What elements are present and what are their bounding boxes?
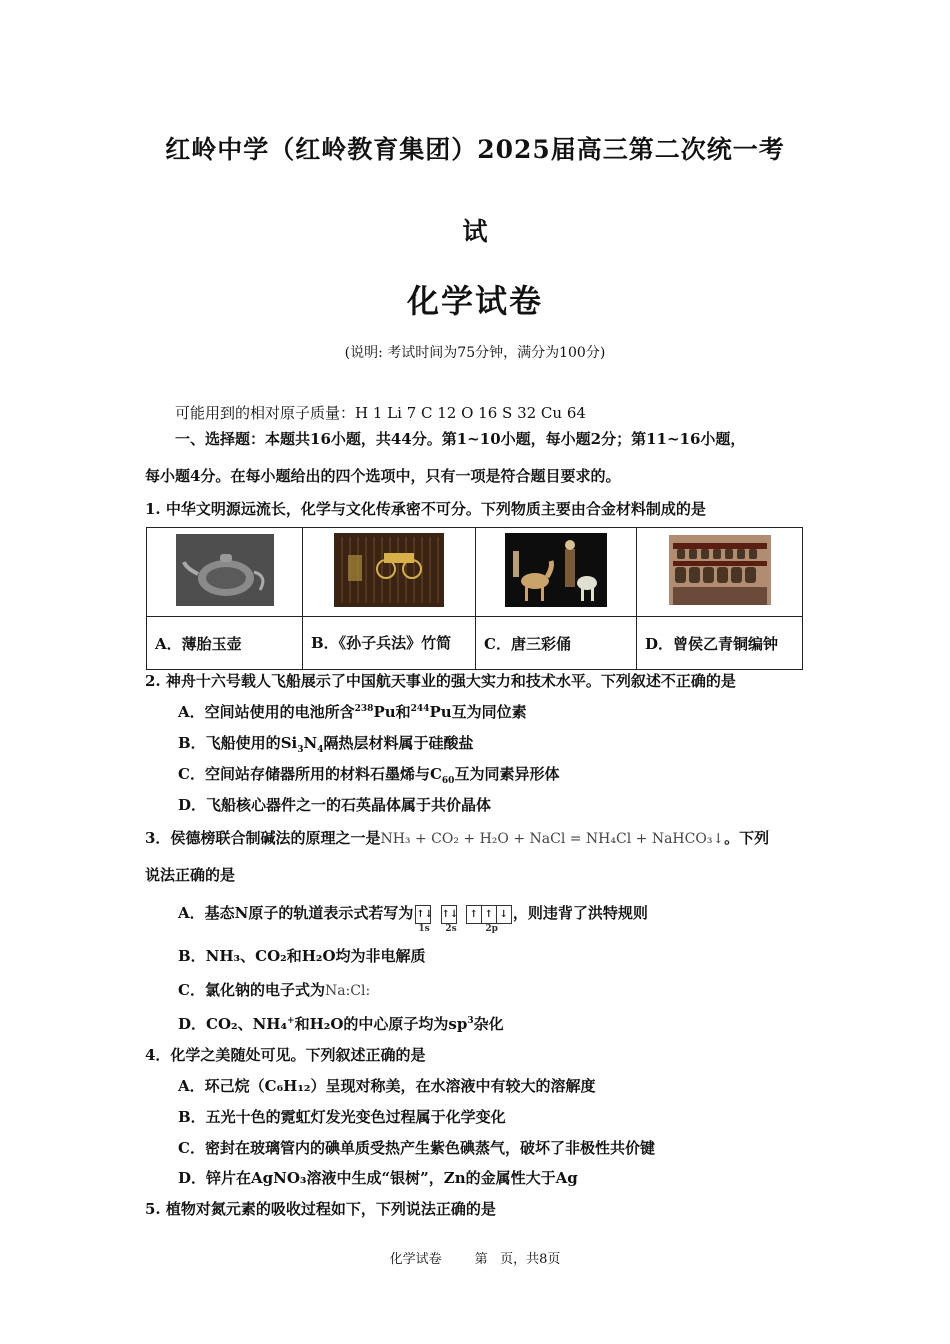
- q3-equation: NH₃ + CO₂ + H₂O + NaCl = NH₄Cl + NaHCO₃↓: [380, 831, 725, 847]
- q1-image-d: [637, 528, 803, 617]
- q1-image-c: [476, 528, 637, 617]
- q3-a-post: ，则违背了洪特规则: [512, 904, 648, 922]
- orbital-2p-2: ↑: [481, 905, 497, 924]
- q2-b-si: Si: [280, 734, 298, 752]
- atomic-masses-text: 可能用到的相对原子质量：H 1 Li 7 C 12 O 16 S 32 Cu 64: [175, 404, 586, 422]
- orbital-diagram: [415, 904, 510, 935]
- q3-stem: [145, 827, 769, 848]
- q1-option-d: [637, 617, 803, 670]
- q1-image-b: [303, 528, 476, 617]
- section1-line1: 一、选择题：本题共16小题，共44分。第1~10小题，每小题2分；第11~16小题，: [175, 430, 746, 448]
- bamboo-slips-image: [334, 533, 444, 607]
- q1-option-c: [476, 617, 637, 670]
- q3-option-d: [178, 1013, 504, 1034]
- q2-b-n: N: [303, 734, 318, 752]
- q3-d-sup2: 3: [467, 1016, 474, 1026]
- q3-d-pre: D．CO₂、NH₄: [178, 1015, 288, 1033]
- q2-a-pre: A．空间站使用的电池所含: [178, 703, 355, 721]
- subject-title: 化学试卷: [406, 282, 543, 320]
- q4-stem: 4．化学之美随处可见。下列叙述正确的是: [145, 1046, 426, 1064]
- orbital-label-2s: 2s: [445, 924, 457, 935]
- tang-sancai-image: [505, 533, 607, 607]
- orbital-2p-1: ↑: [466, 905, 482, 924]
- q3-c-formula: Na:Cl:: [324, 983, 371, 999]
- q3-stem-line2: 说法正确的是: [145, 866, 236, 884]
- orbital-label-2p: 2p: [485, 924, 498, 935]
- q1-option-b: [303, 617, 476, 670]
- q3-option-c: [178, 979, 370, 1000]
- q1-option-c-label: C．唐三彩俑: [484, 634, 571, 653]
- q3-stem-pre: 3．侯德榜联合制碱法的原理之一是: [145, 829, 381, 847]
- bronze-bells-image: [669, 535, 771, 605]
- q2-option-d: D．飞船核心器件之一的石英晶体属于共价晶体: [178, 796, 492, 814]
- q3-stem-post: 。下列: [724, 829, 770, 847]
- q3-a-pre: A．基态N原子的轨道表示式若写为: [178, 904, 414, 922]
- q2-a-iso1: 238: [354, 704, 374, 714]
- orbital-2p-3: ↓: [496, 905, 512, 924]
- exam-note: (说明: 考试时间为75分钟，满分为100分): [344, 345, 606, 361]
- q2-option-c: [178, 763, 559, 786]
- q3-d-post: 杂化: [473, 1015, 504, 1033]
- q2-option-b: [178, 732, 473, 755]
- q2-a-iso2: 244: [410, 704, 430, 714]
- q1-options-table: [146, 527, 803, 670]
- q2-b-sub1: 3: [297, 745, 304, 755]
- page-footer: 化学试卷 第 页，共8页: [389, 1252, 561, 1267]
- q2-c-sub: 60: [441, 776, 455, 786]
- exam-title-line2: 试: [462, 217, 488, 246]
- q2-b-sub2: 4: [317, 745, 324, 755]
- q3-option-b: B．NH₃、CO₂和H₂O均为非电解质: [178, 947, 426, 965]
- q3-d-sup: +: [287, 1016, 295, 1026]
- teapot-image: [176, 534, 274, 606]
- q2-c-pre: C．空间站存储器所用的材料石墨烯与: [178, 765, 430, 783]
- atomic-masses: [175, 402, 586, 423]
- q1-option-d-label: D．曾侯乙青铜编钟: [645, 634, 779, 653]
- q5-stem: 5. 植物对氮元素的吸收过程如下，下列说法正确的是: [145, 1200, 496, 1218]
- q1-stem: 1. 中华文明源远流长，化学与文化传承密不可分。下列物质主要由合金材料制成的是: [145, 500, 706, 518]
- orbital-label-1s: 1s: [418, 924, 430, 935]
- q3-c-pre: C．氯化钠的电子式为: [178, 981, 325, 999]
- q2-a-post: 互为同位素: [451, 703, 527, 721]
- q2-c-c: C: [429, 765, 442, 783]
- q2-c-post: 互为同素异形体: [454, 765, 560, 783]
- exam-title-line1: 红岭中学（红岭教育集团）2025届高三第二次统一考: [165, 135, 785, 164]
- q1-option-a-label: A．薄胎玉壶: [155, 634, 242, 653]
- q2-b-pre: B．飞船使用的: [178, 734, 281, 752]
- q2-a-pu2: Pu: [429, 703, 452, 721]
- q2-option-a: [178, 701, 527, 722]
- q4-option-b: B．五光十色的霓虹灯发光变色过程属于化学变化: [178, 1108, 506, 1126]
- q3-d-mid: 和H₂O的中心原子均为sp: [294, 1015, 468, 1033]
- q2-a-and: 和: [395, 703, 411, 721]
- q2-b-post: 隔热层材料属于硅酸盐: [323, 734, 474, 752]
- q4-option-d: D．锌片在AgNO₃溶液中生成“银树”，Zn的金属性大于Ag: [178, 1169, 578, 1187]
- q3-option-a: [178, 902, 648, 935]
- q1-option-b-label: B．《孙子兵法》竹简: [311, 633, 452, 652]
- orbital-2s: ↑↓: [441, 905, 457, 924]
- orbital-1s: ↑↓: [415, 905, 431, 924]
- q4-option-a: A．环己烷（C₆H₁₂）呈现对称美，在水溶液中有较大的溶解度: [178, 1077, 596, 1095]
- q2-a-pu1: Pu: [373, 703, 396, 721]
- q1-image-a: [147, 528, 303, 617]
- q4-option-c: C．密封在玻璃管内的碘单质受热产生紫色碘蒸气，破坏了非极性共价键: [178, 1139, 655, 1157]
- q1-option-a: [147, 617, 303, 670]
- section1-line2: 每小题4分。在每小题给出的四个选项中，只有一项是符合题目要求的。: [145, 467, 621, 485]
- q2-stem: 2. 神舟十六号载人飞船展示了中国航天事业的强大实力和技术水平。下列叙述不正确的是: [145, 672, 736, 690]
